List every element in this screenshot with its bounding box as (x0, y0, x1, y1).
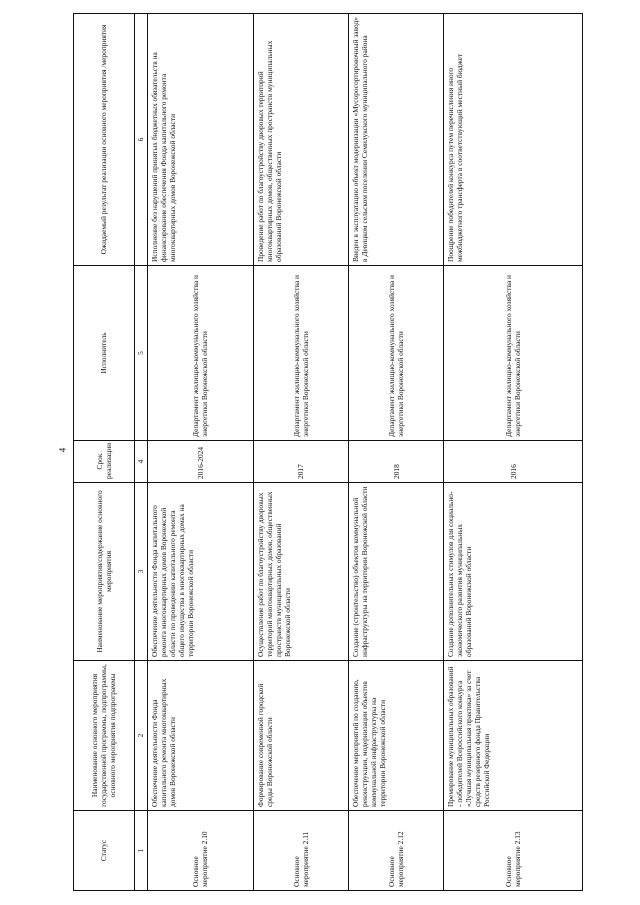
column-number-row (134, 14, 147, 891)
table-row (253, 14, 348, 891)
table-row (444, 14, 583, 891)
header-result: Ожидаемый результат реализации основного мероприятия /мероприятия (74, 14, 135, 266)
table-row (349, 14, 444, 891)
column-number: 5 (134, 266, 147, 441)
column-number: 4 (134, 441, 147, 483)
status-cell: Основное мероприятие 2.11 (253, 811, 348, 891)
executor-cell: Департамент жилищно-коммунального хозяйства и энергетики Воронежской области (147, 266, 253, 441)
program-table (73, 13, 583, 891)
status-cell: Основное мероприятие 2.10 (147, 811, 253, 891)
column-number: 3 (134, 483, 147, 661)
term-cell: 2018 (349, 441, 444, 483)
content-cell: Создание (строительство) объектов коммунальной инфраструктуры на территории Воронежской области (349, 483, 444, 661)
page-number: 4 (57, 447, 68, 453)
content-cell: Создание дополнительных стимулов для социально-экономического развития муниципальных образований Воронежской области (444, 483, 583, 661)
header-content: Наименование мероприятия/содержание основного мероприятия (74, 483, 135, 661)
result-cell: Введен в эксплуатацию объект модернизации «Мусоросортировочный завод» в Девицком сельском поселении Семилукского муниципального района (349, 14, 444, 266)
term-cell: 2016 (444, 441, 583, 483)
status-cell: Основное мероприятие 2.13 (444, 811, 583, 891)
status-cell: Основное мероприятие 2.12 (349, 811, 444, 891)
term-cell: 2016-2024 (147, 441, 253, 483)
name-cell: Премирование муниципальных образований - победителей Всероссийского конкурса «Лучшая муниципальная практика» за счет средств резервного фонда Правительства Российской Федерации (444, 661, 583, 811)
executor-cell: Департамент жилищно-коммунального хозяйства и энергетики Воронежской области (253, 266, 348, 441)
header-term: Срок реализации (74, 441, 135, 483)
result-cell: Исполнение без нарушений принятых бюджетных обязательств на финансирование обеспечения Фонда капитального ремонта многоквартирных домов Воронежской области (147, 14, 253, 266)
result-cell: Поощрение победителей конкурса путем перечисления иного межбюджетного трансферта в соответствующий местный бюджет (444, 14, 583, 266)
executor-cell: Департамент жилищно-коммунального хозяйства и энергетики Воронежской области (444, 266, 583, 441)
column-number: 1 (134, 811, 147, 891)
content-cell: Осуществление работ по благоустройству дворовых территорий многоквартирных домов, общественных пространств муниципальных образований Воронежской области (253, 483, 348, 661)
result-cell: Проведение работ по благоустройству дворовых территорий многоквартирных домов, общественных пространств муниципальных образований Воронежской области (253, 14, 348, 266)
column-number: 6 (134, 14, 147, 266)
header-row (74, 14, 135, 891)
column-number: 2 (134, 661, 147, 811)
name-cell: Формирование современной городской среды Воронежской области (253, 661, 348, 811)
name-cell: Обеспечение деятельности Фонда капитального ремонта многоквартирных домов Воронежской области (147, 661, 253, 811)
content-cell: Обеспечение деятельности Фонда капитального ремонта многоквартирных домов Воронежской области по проведению капитального ремонта общего имущества в многоквартирных домах на территории Воронежской области (147, 483, 253, 661)
term-cell: 2017 (253, 441, 348, 483)
header-status: Статус (74, 811, 135, 891)
header-executor: Исполнитель (74, 266, 135, 441)
table-row (147, 14, 253, 891)
header-name: Наименование основного мероприятия государственной программы, подпрограммы, основного мероприятия подпрограммы (74, 661, 135, 811)
rotated-table-wrapper (73, 0, 640, 891)
executor-cell: Департамент жилищно-коммунального хозяйства и энергетики Воронежской области (349, 266, 444, 441)
name-cell: Обеспечение мероприятий по созданию, реконструкции, модернизации объектов коммунальной инфраструктуры на территории Воронежской области (349, 661, 444, 811)
